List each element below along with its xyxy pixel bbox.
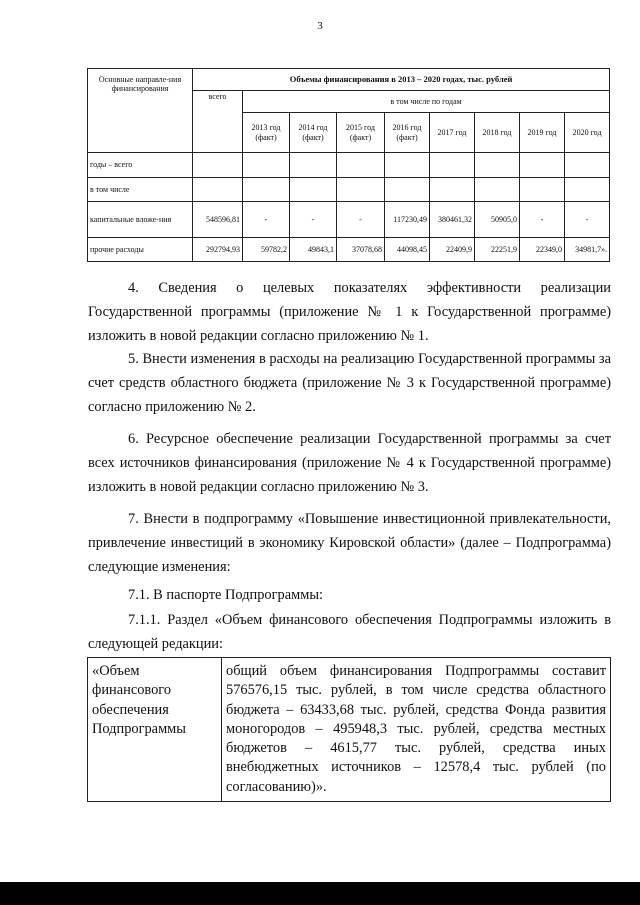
header-directions: Основные направле-ния финансирования <box>88 69 193 153</box>
cell-value: 59782,2 <box>243 238 290 262</box>
cell-value: - <box>565 202 610 238</box>
header-year: 2019 год <box>520 113 565 153</box>
cell-value: 49843,1 <box>290 238 337 262</box>
cell-value <box>243 153 290 178</box>
paragraph-7-1: 7.1. В паспорте Подпрограммы: <box>128 587 323 603</box>
volume-label: «Объем финансового обеспечения Подпрограммы <box>88 658 222 802</box>
cell-value: - <box>520 202 565 238</box>
paragraph-4: 4. Сведения о целевых показателях эффективности реализации Государственной программы (приложение № 1 к Государственной программе) изложить в новой редакции согласно приложению № 1. <box>88 280 611 344</box>
cell-total: 548596,81 <box>193 202 243 238</box>
page-number: 3 <box>317 20 323 32</box>
cell-value <box>385 153 430 178</box>
cell-value: 50905,0 <box>475 202 520 238</box>
row-label: в том числе <box>88 178 193 202</box>
cell-value <box>565 178 610 202</box>
header-volumes: Объемы финансирования в 2013 – 2020 годах, тыс. рублей <box>193 69 610 91</box>
cell-value: - <box>337 202 385 238</box>
table-row <box>88 238 610 262</box>
cell-value: - <box>290 202 337 238</box>
header-year: 2018 год <box>475 113 520 153</box>
cell-value <box>290 153 337 178</box>
header-year: 2016 год (факт) <box>385 113 430 153</box>
cell-value: 22251,9 <box>475 238 520 262</box>
header-year: 2020 год <box>565 113 610 153</box>
financing-table <box>87 68 610 262</box>
cell-value: 117230,49 <box>385 202 430 238</box>
volume-text: общий объем финансирования Подпрограммы составит 576576,15 тыс. рублей, в том числе средства областного бюджета – 63433,68 тыс. рублей, средства Фонда развития моногородов – 495948,3 тыс. рублей, средства местных бюджетов – 4615,77 тыс. рублей, средства иных внебюджетных источников – 12578,4 тыс. рублей (по согласованию)». <box>222 658 611 802</box>
cell-value <box>243 178 290 202</box>
header-total: всего <box>193 91 243 153</box>
table-row <box>88 178 610 202</box>
cell-value: - <box>243 202 290 238</box>
paragraph-6: 6. Ресурсное обеспечение реализации Государственной программы за счет всех источников финансирования (приложение № 4 к Государственной программе) изложить в новой редакции согласно приложению № 3. <box>88 431 611 495</box>
cell-value <box>430 153 475 178</box>
row-label: капитальные вложе-ния <box>88 202 193 238</box>
header-by-years: в том числе по годам <box>243 91 610 113</box>
paragraph-7: 7. Внести в подпрограмму «Повышение инвестиционной привлекательности, привлечение инвестиций в экономику Кировской области» (далее – Подпрограмма) следующие изменения: <box>88 511 611 575</box>
cell-value <box>520 178 565 202</box>
row-label: прочие расходы <box>88 238 193 262</box>
cell-value <box>385 178 430 202</box>
cell-value <box>290 178 337 202</box>
cell-value <box>337 153 385 178</box>
cell-value <box>565 153 610 178</box>
cell-value: 44098,45 <box>385 238 430 262</box>
table-row <box>88 153 610 178</box>
cell-value <box>430 178 475 202</box>
cell-value: 37078,68 <box>337 238 385 262</box>
header-year: 2015 год (факт) <box>337 113 385 153</box>
cell-value <box>475 153 520 178</box>
cell-value <box>337 178 385 202</box>
cell-total <box>193 153 243 178</box>
cell-value: 22409,9 <box>430 238 475 262</box>
cell-value <box>475 178 520 202</box>
financing-volume-table <box>87 657 611 802</box>
cell-value: 34981,7». <box>565 238 610 262</box>
scan-border <box>0 882 640 905</box>
cell-total <box>193 178 243 202</box>
header-year: 2017 год <box>430 113 475 153</box>
cell-value: 380461,32 <box>430 202 475 238</box>
paragraph-5: 5. Внести изменения в расходы на реализацию Государственной программы за счет средств областного бюджета (приложение № 3 к Государственной программе) согласно приложению № 2. <box>88 351 611 415</box>
header-year: 2014 год (факт) <box>290 113 337 153</box>
cell-value: 22349,0 <box>520 238 565 262</box>
table-row <box>88 202 610 238</box>
paragraph-7-1-1: 7.1.1. Раздел «Объем финансового обеспечения Подпрограммы изложить в следующей редакции: <box>88 612 611 652</box>
cell-total: 292794,93 <box>193 238 243 262</box>
header-year: 2013 год (факт) <box>243 113 290 153</box>
cell-value <box>520 153 565 178</box>
row-label: годы – всего <box>88 153 193 178</box>
